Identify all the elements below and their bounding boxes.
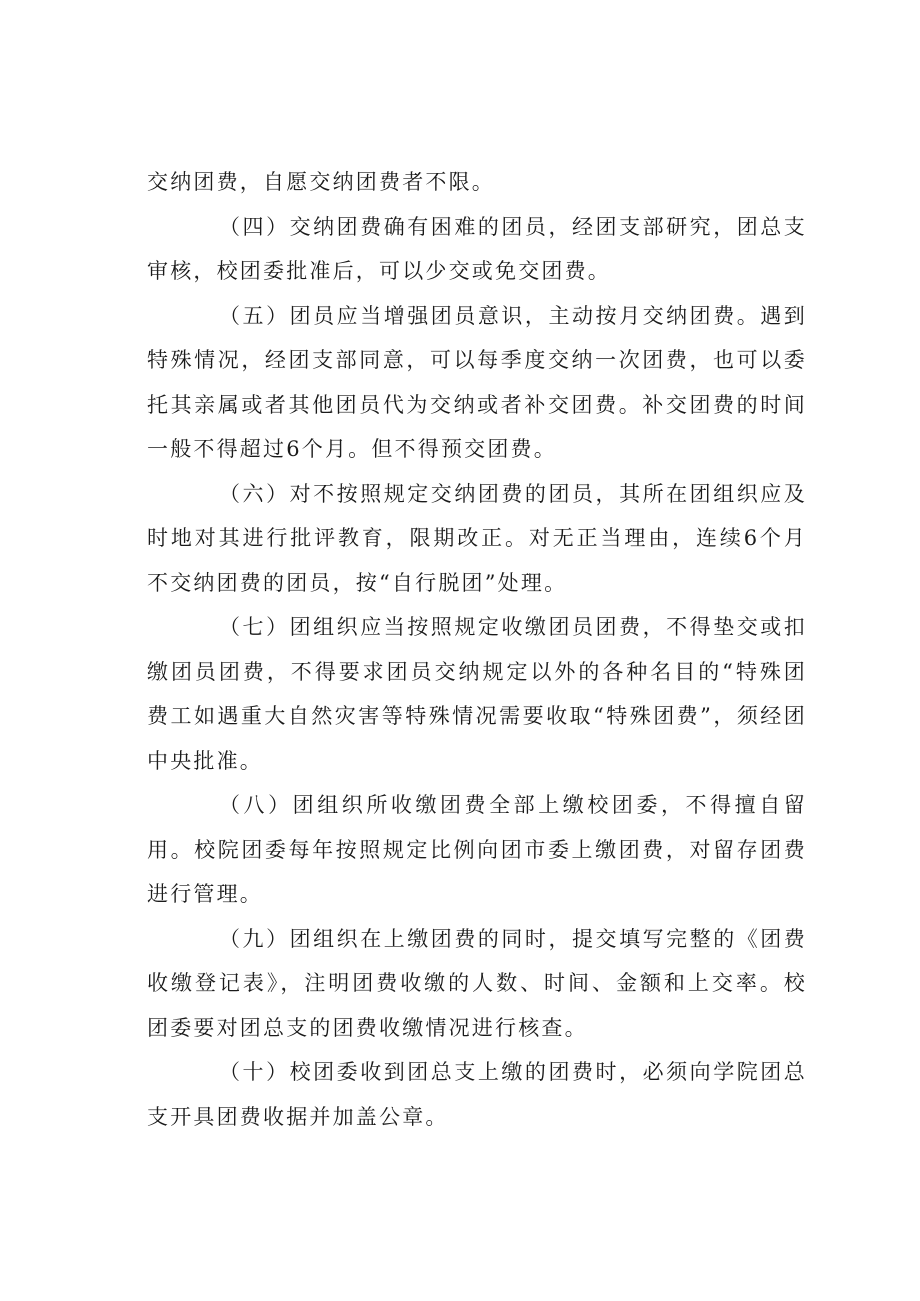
paragraph-item-7: （七）团组织应当按照规定收缴团员团费，不得垫交或扣缴团员团费，不得要求团员交纳规定以外的各种名目的“特殊团费工如遇重大自然灾害等特殊情况需要收取“特殊团费”，须经团中央批准。 xyxy=(147,615,807,773)
paragraph-item-9: （九）团组织在上缴团费的同时，提交填写完整的《团费收缴登记表》，注明团费收缴的人数、时间、金额和上交率。校团委要对团总支的团费收缴情况进行核查。 xyxy=(147,926,807,1040)
paragraph-item-4: （四）交纳团费确有困难的团员，经团支部研究，团总支审核，校团委批准后，可以少交或免交团费。 xyxy=(147,214,807,283)
paragraph-item-10: （十）校团委收到团总支上缴的团费时，必须向学院团总支开具团费收据并加盖公章。 xyxy=(147,1060,807,1129)
paragraph-item-5: （五）团员应当增强团员意识，主动按月交纳团费。遇到特殊情况，经团支部同意，可以每季度交纳一次团费，也可以委托其亲属或者其他团员代为交纳或者补交团费。补交团费的时间一般不得超过6个月。但不得预交团费。 xyxy=(147,303,807,461)
document-body xyxy=(147,160,807,1139)
paragraph-item-6: （六）对不按照规定交纳团费的团员，其所在团组织应及时地对其进行批评教育，限期改正。对无正当理由，连续6个月不交纳团费的团员，按“自行脱团”处理。 xyxy=(147,481,807,595)
paragraph-continuation: 交纳团费，自愿交纳团费者不限。 xyxy=(147,170,495,194)
paragraph-item-8: （八）团组织所收缴团费全部上缴校团委，不得擅自留用。校院团委每年按照规定比例向团市委上缴团费，对留存团费进行管理。 xyxy=(147,793,807,906)
